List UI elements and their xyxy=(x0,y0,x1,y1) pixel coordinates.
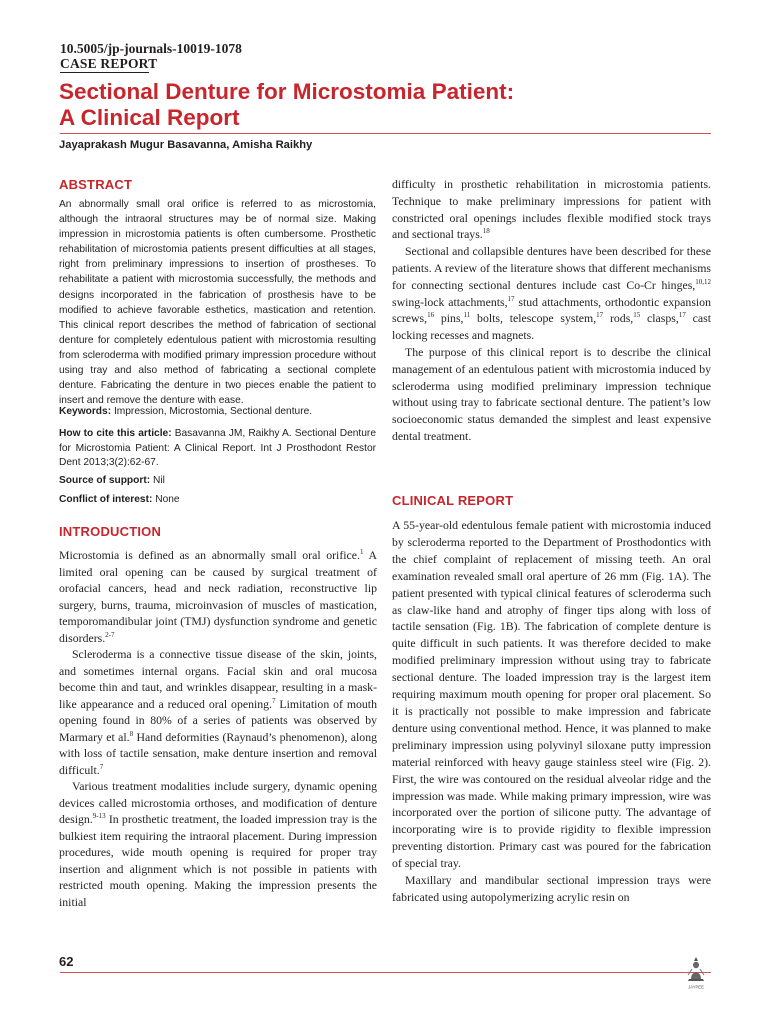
text-run: cast locking recesses and magnets. xyxy=(392,311,711,343)
reference-marker: 7 xyxy=(99,762,104,771)
conflict-of-interest xyxy=(59,493,376,508)
text-run: pins, xyxy=(434,311,464,326)
text-run: In prosthetic treatment, the loaded impression tray is the bulkiest item requiring the intraoral placement. During impression procedures, wide mouth opening is required for proper tray insertion and alignment which is not possible in patients with restricted mouth opening. Making the impression presents the initial xyxy=(59,812,377,909)
publisher-logo-icon xyxy=(683,955,709,991)
introduction-heading: INTRODUCTION xyxy=(59,524,162,539)
body-paragraph xyxy=(392,176,711,243)
article-title-line-1: Sectional Denture for Microstomia Patient: xyxy=(59,79,515,104)
abstract-text: An abnormally small oral orifice is referred to as microstomia, although the intraoral structures may be of normal size. Making impression in microstomia patients is often cumbersome. Prosthetic rehabilitation of microstomia patients present difficulties at all stages, right from preliminary impressions to insertion of prostheses. To rehabilitate a patient with microstomia successfully, the methods and designs incorporated in the fabrication of prosthesis have to be modified to achieve favorable esthetics, mastication and retention. This clinical report describes the method of fabrication of sectional denture for completely edentulous patient with microstomia resulting from scleroderma with modified primary impression procedure without using tray and also method of fabricating a sectional complete denture. Fabricating the denture in two pieces enable the patient to insert and remove the denture with ease. xyxy=(59,199,376,407)
text-run: swing-lock attachments, xyxy=(392,294,508,309)
introduction-paragraph xyxy=(59,547,377,646)
article-title-line-2: A Clinical Report xyxy=(59,105,240,130)
reference-marker: 8 xyxy=(129,729,134,738)
text-run: A limited oral opening can be caused by surgical treatment of orofacial cancers, head and neck radiation, reconstructive lip surgery, burns, trauma, microinvasion of muscles of mastication, temporomandibular joint (TMJ) dysfunction syndrome and genetic disorders. xyxy=(59,548,377,645)
text-run: Hand deformities (Raynaud’s phenomenon), along with loss of tactile sensation, make denture insertion and removal difficult. xyxy=(59,729,377,777)
clinical-paragraph: A 55-year-old edentulous female patient with microstomia induced by scleroderma reported to the Department of Prosthodontics with the chief complaint of replacement of missing teeth. An oral examination revealed small oral aperture of 26 mm (Fig. 1A). The patient presented with typical clinical features of scleroderma such as claw-like hand and atrophy of finger tips along with loss of tactile sensation (Fig. 1B). The fabrication of complete denture is quite difficult in such patients. It was therefore decided to make modified preliminary impression without using tray to fabricate sectional denture. The loaded impression tray is the largest item requiring maximum mouth opening for proper oral placement. So it is practically not possible to make impression and fabricate denture using conventional method. Hence, it was planned to make preliminary impression using polyvinyl siloxane putty impression material reinforced with heavy gauge stainless steel wire (Fig. 2). First, the wire was contoured on the residual alveolar ridge and the impression was made. While making primary impression, wire was incorporated over the portion of silicone putty. The advantage of incorporating wire is to provide rigidity to flexible impression preventing distortion. Primary cast was poured for the fabrication of special tray. xyxy=(392,518,711,871)
article-type-underline xyxy=(60,72,149,73)
clinical-paragraph: Maxillary and mandibular sectional impression trays were fabricated using autopolymerizing acrylic resin on xyxy=(392,873,711,904)
text-run: rods, xyxy=(603,311,634,326)
citation-label: How to cite this article: xyxy=(59,428,172,439)
article-title xyxy=(59,79,719,131)
keywords-value: Impression, Microstomia, Sectional denture. xyxy=(113,406,313,417)
text-run: Scleroderma is a connective tissue disease of the skin, joints, and sometimes internal organs. Facial skin and oral mucosa become thin and taut, and wrinkles disappear, resulting in a mask-like appearance and a reduced oral opening. xyxy=(59,647,377,711)
abstract-heading: ABSTRACT xyxy=(59,177,133,192)
reference-marker: 1 xyxy=(359,548,364,557)
reference-marker: 16 xyxy=(427,311,435,320)
conflict-value: None xyxy=(155,494,180,505)
citation xyxy=(59,427,376,471)
introduction-paragraph xyxy=(59,778,377,910)
text-run: stud attachments, orthodontic expansion screws, xyxy=(392,294,711,326)
citation-value: Basavanna JM, Raikhy A. Sectional Denture for Microstomia Patient: A Clinical Report. Int J Prosthodont Restor Dent 2013;3(2):62-67. xyxy=(59,428,376,469)
reference-marker: 17 xyxy=(678,311,686,320)
clinical-report-heading: CLINICAL REPORT xyxy=(392,493,514,508)
title-divider xyxy=(60,133,711,134)
page-number: 62 xyxy=(59,954,74,969)
reference-marker: 11 xyxy=(463,311,471,320)
reference-marker: 17 xyxy=(507,294,515,303)
reference-marker: 17 xyxy=(596,311,604,320)
body-paragraph xyxy=(392,344,711,445)
support-label: Source of support: xyxy=(59,475,151,486)
introduction-continued xyxy=(392,176,711,445)
source-of-support xyxy=(59,474,376,489)
text-run: The purpose of this clinical report is to describe the clinical management of an edentulous patient with microstomia induced by scleroderma using modified preliminary impression technique without using tray to fabricate sectional denture. The patient’s low socioeconomic status demanded the simplest and least expensive dental treatment. xyxy=(392,344,711,443)
reference-marker: 7 xyxy=(272,696,276,705)
reference-marker: 18 xyxy=(482,227,490,236)
text-run: clasps, xyxy=(640,311,679,326)
text-run: Various treatment modalities include surgery, dynamic opening devices called microstomia orthoses, and modification of denture design. xyxy=(59,779,377,826)
article-type: CASE REPORT xyxy=(60,56,158,71)
author-list: Jayaprakash Mugur Basavanna, Amisha Raikhy xyxy=(59,139,313,151)
keywords-label: Keywords: xyxy=(59,406,112,417)
reference-marker: 2-7 xyxy=(105,630,115,639)
publisher-logo-text: JAYPEE xyxy=(688,984,704,990)
footer-divider xyxy=(60,972,711,973)
reference-marker: 9-13 xyxy=(92,812,106,821)
text-run: bolts, telescope system, xyxy=(470,311,597,326)
text-run: Limitation of mouth opening found in 80% of a series of patients was observed by Marmary et al. xyxy=(59,696,377,744)
introduction-paragraph xyxy=(59,646,377,778)
reference-marker: 10,12 xyxy=(695,277,711,286)
text-run: Sectional and collapsible dentures have been described for these patients. A review of the literature shows that different mechanisms for connecting sectional dentures include cast Co-Cr hinges, xyxy=(392,244,711,292)
doi-line: 10.5005/jp-journals-10019-1078 xyxy=(60,41,242,56)
conflict-label: Conflict of interest: xyxy=(59,494,153,505)
support-value: Nil xyxy=(152,475,165,486)
text-run: Microstomia is defined as an abnormally small oral orifice. xyxy=(59,548,360,562)
text-run: difficulty in prosthetic rehabilitation in microstomia patients. Technique to make preliminary impressions for patient with constricted oral openings includes flexible modified stock trays and sectional trays. xyxy=(392,177,711,242)
reference-marker: 15 xyxy=(633,311,641,320)
clinical-report-body xyxy=(392,517,711,906)
introduction-body xyxy=(59,547,377,910)
keywords xyxy=(59,405,376,420)
body-paragraph xyxy=(392,243,711,344)
